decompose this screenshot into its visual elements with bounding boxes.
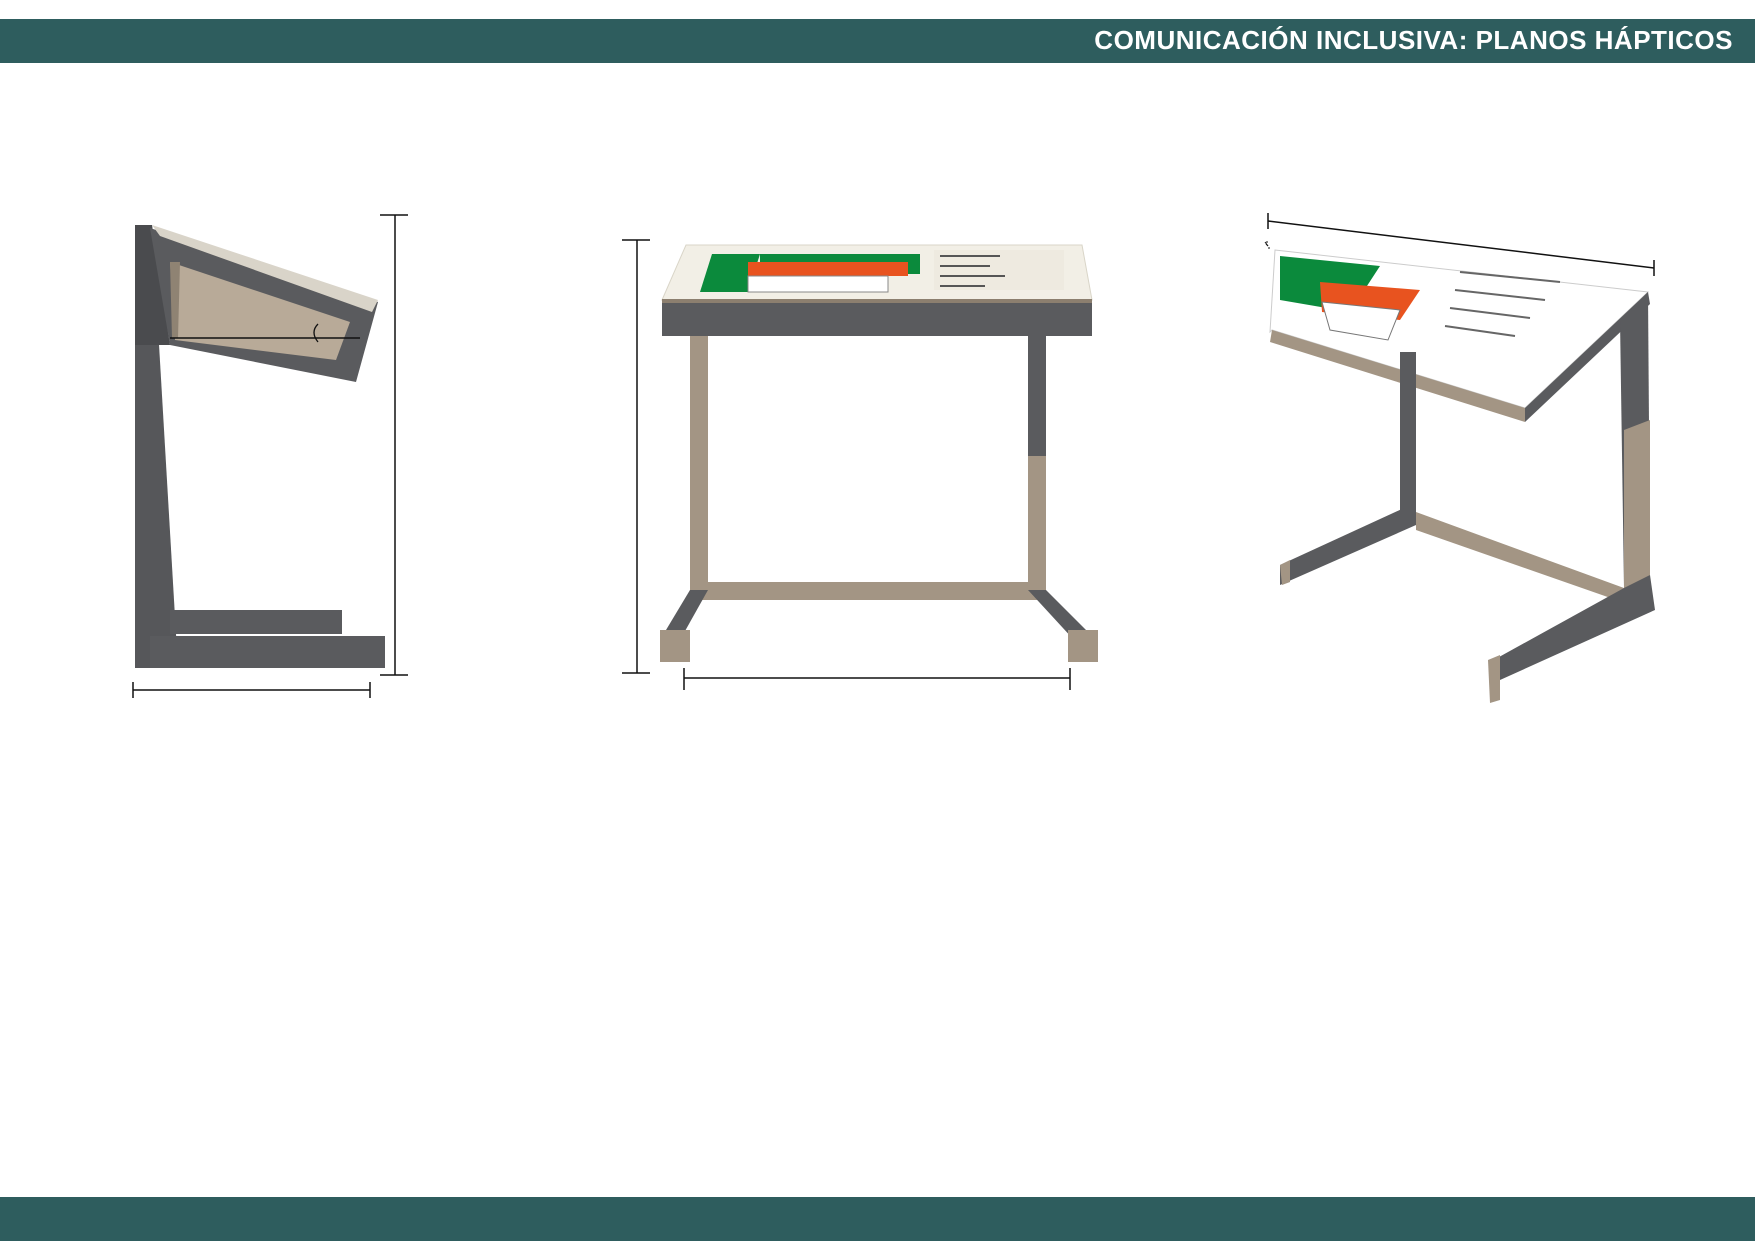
side-view-drawing [133, 215, 408, 698]
perspective-view-drawing [1265, 213, 1655, 703]
footer-bar [0, 1197, 1755, 1241]
front-view-drawing [622, 240, 1098, 690]
page-title: COMUNICACIÓN INCLUSIVA: PLANOS HÁPTICOS [1094, 25, 1733, 55]
